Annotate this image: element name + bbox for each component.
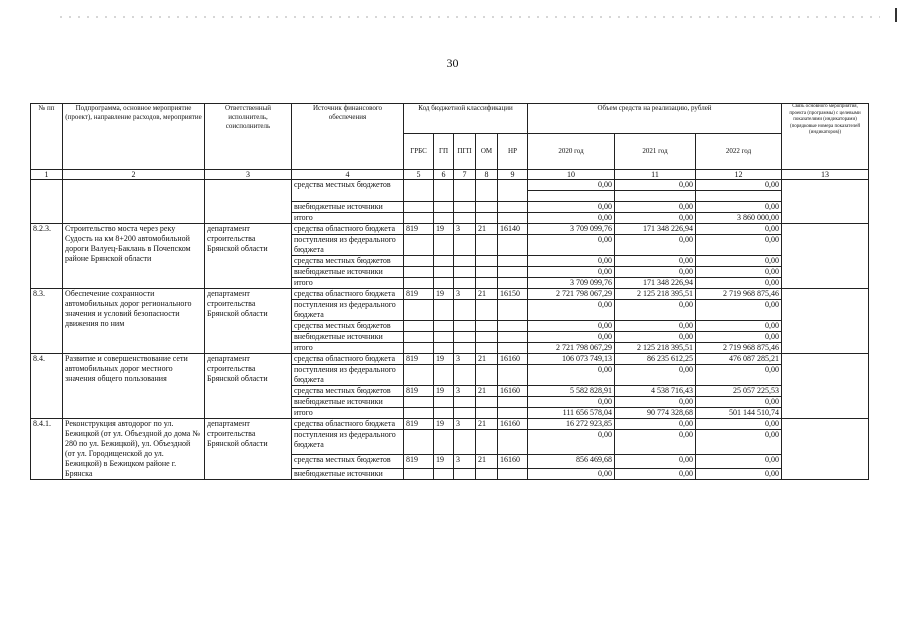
value-2020: 0,00 — [528, 267, 615, 278]
value-2021: 0,00 — [615, 300, 696, 321]
source-federal: поступления из федерального бюджета — [292, 300, 404, 321]
value-2021: 0,00 — [615, 321, 696, 332]
row-description: Обеспечение сохранности автомобильных дорог регионального значения и условий безопасности движения по ним — [63, 289, 205, 354]
value-2020: 16 272 923,85 — [528, 419, 615, 430]
col-budget-code-header: Код бюджетной классификации — [404, 104, 528, 134]
value-2021: 4 538 716,43 — [615, 386, 696, 397]
code-np: 16160 — [498, 454, 528, 469]
code-om: 21 — [476, 454, 498, 469]
source-regional: средства областного бюджета — [292, 224, 404, 235]
code-np: 16160 — [498, 354, 528, 365]
value-2022: 0,00 — [696, 469, 782, 480]
col-2020-header: 2020 год — [528, 134, 615, 170]
value-2020: 0,00 — [528, 332, 615, 343]
source-extra: внебюджетные источники — [292, 332, 404, 343]
value-2020: 0,00 — [528, 213, 615, 224]
source-regional: средства областного бюджета — [292, 289, 404, 300]
column-number: 8 — [476, 170, 498, 180]
source-federal: поступления из федерального бюджета — [292, 235, 404, 256]
code-pgp: 3 — [454, 354, 476, 365]
code-gp: 19 — [434, 224, 454, 235]
source-federal: поступления из федерального бюджета — [292, 430, 404, 455]
value-2022: 3 860 000,00 — [696, 213, 782, 224]
column-number: 9 — [498, 170, 528, 180]
code-om: 21 — [476, 419, 498, 430]
value-2022: 0,00 — [696, 256, 782, 267]
column-numbers-row — [31, 170, 869, 180]
col-volume-header: Объем средств на реализацию, рублей — [528, 104, 782, 134]
value-2020: 0,00 — [528, 235, 615, 256]
code-pgp: 3 — [454, 454, 476, 469]
value-2022: 2 719 968 875,46 — [696, 289, 782, 300]
row-number: 8.3. — [31, 289, 63, 354]
value-2022: 0,00 — [696, 397, 782, 408]
value-2020: 0,00 — [528, 256, 615, 267]
budget-table — [30, 103, 869, 480]
row-link — [782, 224, 869, 289]
value-2022: 0,00 — [696, 267, 782, 278]
scan-edge-mark — [895, 8, 897, 22]
row-link — [782, 354, 869, 419]
value-2022: 0,00 — [696, 419, 782, 430]
code-grbs: 819 — [404, 354, 434, 365]
source-total: итого — [292, 213, 404, 224]
value-2020: 5 582 828,91 — [528, 386, 615, 397]
source-local: средства местных бюджетов — [292, 386, 404, 397]
value-2022: 0,00 — [696, 235, 782, 256]
column-number: 5 — [404, 170, 434, 180]
page-number: 30 — [446, 56, 459, 70]
value-2020: 2 721 798 067,29 — [528, 343, 615, 354]
value-2022: 476 087 285,21 — [696, 354, 782, 365]
col-link-header: Связь основного мероприятия, проекта (программы) с целевыми показателями (индикаторами) (порядковые номера показателей (индикаторов)) — [782, 104, 869, 170]
code-grbs: 819 — [404, 289, 434, 300]
row-executor: департамент строительства Брянской области — [205, 224, 292, 289]
column-number: 13 — [782, 170, 869, 180]
row-number: 8.4. — [31, 354, 63, 419]
code-om: 21 — [476, 289, 498, 300]
source-regional: средства областного бюджета — [292, 354, 404, 365]
header-row-1 — [31, 104, 869, 134]
column-number: 10 — [528, 170, 615, 180]
table-row — [31, 180, 869, 191]
value-2020: 2 721 798 067,29 — [528, 289, 615, 300]
code-np: 16140 — [498, 224, 528, 235]
code-pgp: 3 — [454, 289, 476, 300]
value-2022: 0,00 — [696, 332, 782, 343]
value-2022: 0,00 — [696, 180, 782, 191]
column-number: 7 — [454, 170, 476, 180]
value-2022: 501 144 510,74 — [696, 408, 782, 419]
code-grbs: 819 — [404, 419, 434, 430]
value-2021: 0,00 — [615, 235, 696, 256]
value-2020: 0,00 — [528, 202, 615, 213]
code-om: 21 — [476, 386, 498, 397]
row-executor: департамент строительства Брянской области — [205, 354, 292, 419]
code-grbs: 819 — [404, 224, 434, 235]
row-executor: департамент строительства Брянской области — [205, 419, 292, 480]
value-2020: 856 469,68 — [528, 454, 615, 469]
value-2021: 0,00 — [615, 397, 696, 408]
value-2021: 0,00 — [615, 202, 696, 213]
value-2022: 0,00 — [696, 224, 782, 235]
row-link — [782, 289, 869, 354]
column-number: 11 — [615, 170, 696, 180]
source-local: средства местных бюджетов — [292, 180, 404, 202]
value-2020: 0,00 — [528, 180, 615, 191]
col-program-header: Подпрограмма, основное мероприятие (проект), направление расходов, мероприятие — [63, 104, 205, 170]
value-2022: 25 057 225,53 — [696, 386, 782, 397]
value-2021: 0,00 — [615, 454, 696, 469]
source-total: итого — [292, 278, 404, 289]
value-2021: 0,00 — [615, 180, 696, 191]
value-2021: 0,00 — [615, 256, 696, 267]
code-grbs: 819 — [404, 386, 434, 397]
code-pgp: 3 — [454, 386, 476, 397]
value-2021: 0,00 — [615, 419, 696, 430]
code-gp: 19 — [434, 386, 454, 397]
row-executor: департамент строительства Брянской области — [205, 289, 292, 354]
value-2021: 2 125 218 395,51 — [615, 343, 696, 354]
source-federal: поступления из федерального бюджета — [292, 365, 404, 386]
value-2022: 2 719 968 875,46 — [696, 343, 782, 354]
value-2021: 0,00 — [615, 213, 696, 224]
source-total: итого — [292, 343, 404, 354]
code-om: 21 — [476, 354, 498, 365]
value-2020: 3 709 099,76 — [528, 224, 615, 235]
code-grbs: 819 — [404, 454, 434, 469]
row-description: Реконструкция автодорог по ул. Бежицкой (от ул. Объездной до дома № 280 по ул. Бежицкой), ул. Объездной (от ул. Городищенской до ул. Бежицкой) в Бежицком районе г. Брянска — [63, 419, 205, 480]
row-number: 8.2.3. — [31, 224, 63, 289]
col-gp-header: ГП — [434, 134, 454, 170]
col-source-header: Источник финансового обеспечения — [292, 104, 404, 170]
value-2020: 0,00 — [528, 365, 615, 386]
code-np: 16160 — [498, 419, 528, 430]
value-2021: 86 235 612,25 — [615, 354, 696, 365]
value-2020: 0,00 — [528, 469, 615, 480]
row-description: Строительство моста через реку Судость на км 8+200 автомобильной дороги Валуец-Баклань в Почепском районе Брянской области — [63, 224, 205, 289]
scan-noise-line — [60, 16, 880, 18]
code-pgp: 3 — [454, 224, 476, 235]
source-total: итого — [292, 408, 404, 419]
value-2021: 0,00 — [615, 267, 696, 278]
row-number: 8.4.1. — [31, 419, 63, 480]
source-extra: внебюджетные источники — [292, 267, 404, 278]
value-2020: 111 656 578,04 — [528, 408, 615, 419]
value-2021: 0,00 — [615, 365, 696, 386]
row-link — [782, 419, 869, 480]
value-2020: 0,00 — [528, 430, 615, 455]
col-grbs-header: ГРБС — [404, 134, 434, 170]
value-2022: 0,00 — [696, 365, 782, 386]
column-number: 12 — [696, 170, 782, 180]
code-np: 16150 — [498, 289, 528, 300]
code-gp: 19 — [434, 419, 454, 430]
row-number — [31, 180, 63, 224]
value-2021: 2 125 218 395,51 — [615, 289, 696, 300]
value-2022: 0,00 — [696, 430, 782, 455]
col-num-header: № пп — [31, 104, 63, 170]
value-2021: 90 774 328,68 — [615, 408, 696, 419]
source-local: средства местных бюджетов — [292, 256, 404, 267]
value-2021: 171 348 226,94 — [615, 278, 696, 289]
row-description: Развитие и совершенствование сети автомобильных дорог местного значения общего пользования — [63, 354, 205, 419]
col-2022-header: 2022 год — [696, 134, 782, 170]
code-np: 16160 — [498, 386, 528, 397]
source-local: средства местных бюджетов — [292, 321, 404, 332]
row-link — [782, 180, 869, 224]
source-extra: внебюджетные источники — [292, 397, 404, 408]
value-2021: 0,00 — [615, 430, 696, 455]
row-description — [63, 180, 205, 224]
code-gp: 19 — [434, 354, 454, 365]
column-number: 1 — [31, 170, 63, 180]
column-number: 3 — [205, 170, 292, 180]
source-regional: средства областного бюджета — [292, 419, 404, 430]
col-np-header: НР — [498, 134, 528, 170]
value-2021: 0,00 — [615, 332, 696, 343]
row-executor — [205, 180, 292, 224]
value-2022: 0,00 — [696, 321, 782, 332]
code-pgp: 3 — [454, 419, 476, 430]
col-executor-header: Ответственный исполнитель, соисполнитель — [205, 104, 292, 170]
column-number: 4 — [292, 170, 404, 180]
column-number: 2 — [63, 170, 205, 180]
col-2021-header: 2021 год — [615, 134, 696, 170]
source-local: средства местных бюджетов — [292, 454, 404, 469]
source-extra: внебюджетные источники — [292, 202, 404, 213]
value-2021: 171 348 226,94 — [615, 224, 696, 235]
value-2022: 0,00 — [696, 278, 782, 289]
value-2020: 106 073 749,13 — [528, 354, 615, 365]
col-pgp-header: ПГП — [454, 134, 476, 170]
value-2020: 3 709 099,76 — [528, 278, 615, 289]
value-2022: 0,00 — [696, 202, 782, 213]
value-2022: 0,00 — [696, 454, 782, 469]
code-gp: 19 — [434, 289, 454, 300]
value-2022: 0,00 — [696, 300, 782, 321]
code-gp: 19 — [434, 454, 454, 469]
value-2020: 0,00 — [528, 397, 615, 408]
value-2020: 0,00 — [528, 321, 615, 332]
value-2020: 0,00 — [528, 300, 615, 321]
col-om-header: ОМ — [476, 134, 498, 170]
column-number: 6 — [434, 170, 454, 180]
code-om: 21 — [476, 224, 498, 235]
value-2021: 0,00 — [615, 469, 696, 480]
source-extra: внебюджетные источники — [292, 469, 404, 480]
